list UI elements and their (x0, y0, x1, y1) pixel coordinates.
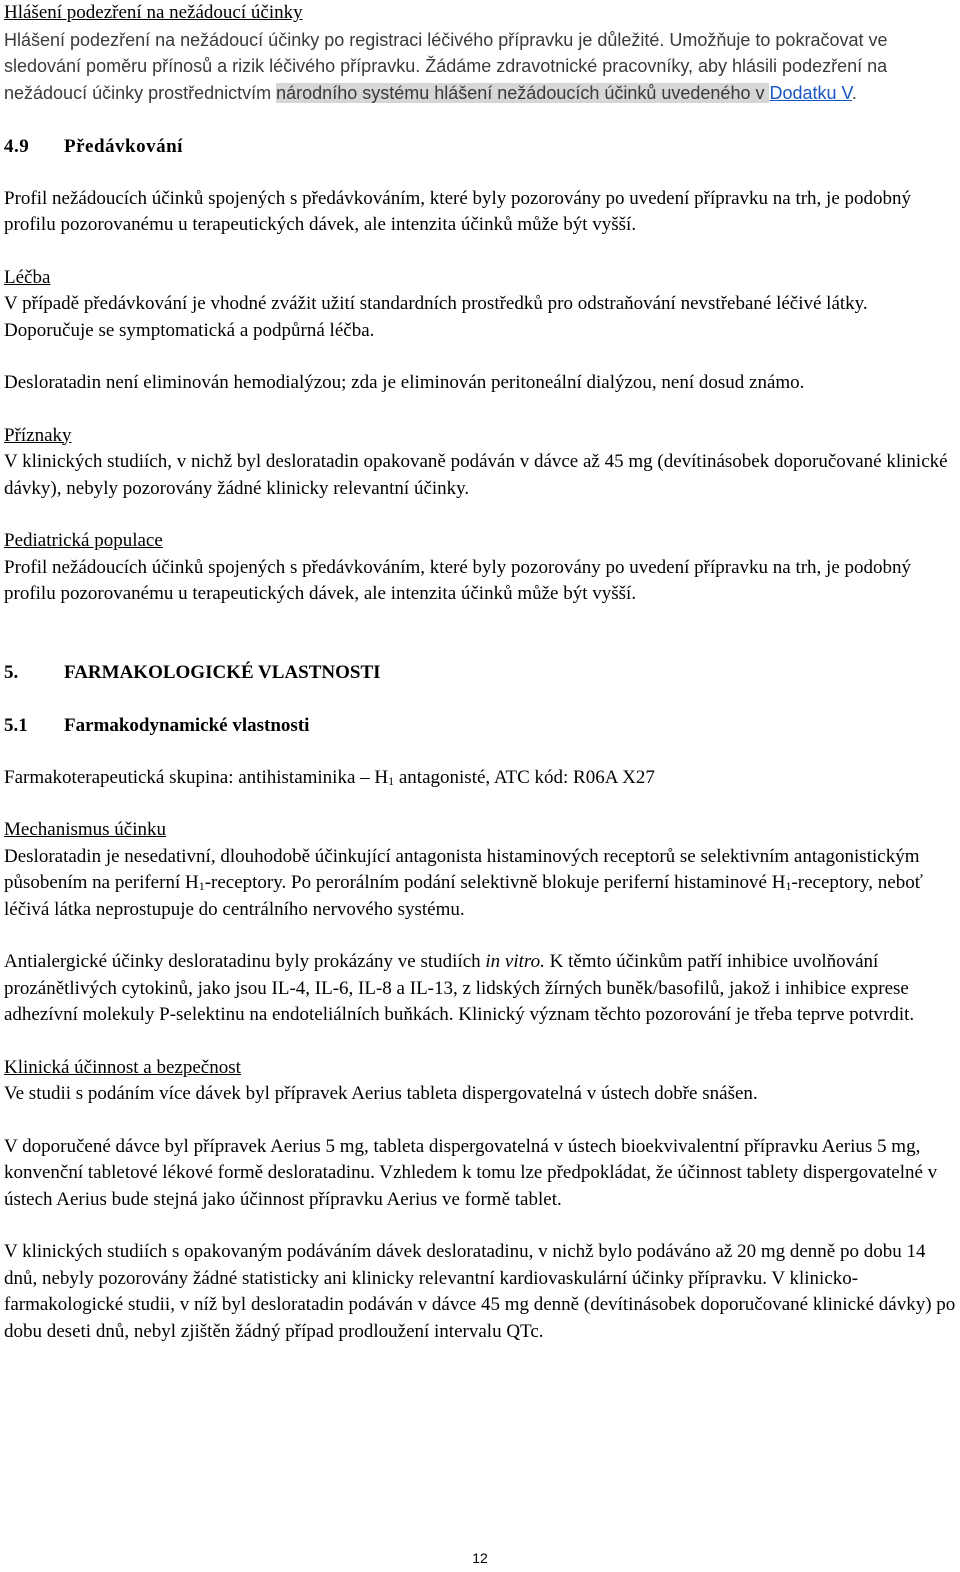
treatment-heading-text: Léčba (4, 266, 51, 288)
mechanism-subscript-2: 1 (785, 879, 792, 893)
mechanism-text-mid: -receptory. Po perorálním podání selektivně blokuje periferní histaminové H (204, 872, 786, 893)
overdose-intro: Profil nežádoucích účinků spojených s předávkováním, které byly pozorovány po uvedení přípravku na trh, je podobný profilu pozorovanému u terapeutických dávek, ale intenzita účinků může být vyšší. (4, 187, 912, 235)
section-4-9-heading (4, 134, 956, 161)
mechanism-text (4, 844, 956, 924)
treatment-heading (4, 265, 956, 292)
appendix-v-link[interactable]: Dodatku V (769, 82, 852, 103)
mechanism-text-pre: Desloratadin je nesedativní, dlouhodobě účinkující antagonista histaminových receptorů se selektivním antagonistickým působením na periferní H (4, 845, 920, 893)
section-5-1-number: 5.1 (4, 715, 28, 736)
treatment-text: V případě předávkování je vhodné zvážit užití standardních prostředků pro odstraňování nevstřebané léčivé látky. Doporučuje se symptomatická a podpůrná léčba. (4, 293, 868, 341)
antiallergic-text-pre: Antialergické účinky desloratadinu byly prokázány ve studiích (4, 951, 486, 972)
section-4-9-title: Předávkování (64, 136, 183, 157)
group-subscript: 1 (388, 773, 395, 788)
antiallergic-text-italic: in vitro. (485, 951, 545, 972)
section-5-1-heading (4, 713, 956, 740)
bioequivalence-text: V doporučené dávce byl přípravek Aerius 5 mg, tableta dispergovatelná v ústech bioekvivalentní přípravku Aerius 5 mg, konvenční tabletové lékové formě desloratadinu. Vzhledem k tomu lze předpokládat, že účinnost tablety dispergovatelné v ústech Aerius bude stejná jako účinnost přípravku Aerius ve formě tablet. (4, 1135, 938, 1210)
pharmacotherapeutic-group (4, 765, 956, 792)
reporting-paragraph (4, 27, 956, 107)
section-5-1-title: Farmakodynamické vlastnosti (64, 715, 310, 736)
antiallergic-text (4, 949, 956, 1029)
reporting-heading-text: Hlášení podezření na nežádoucí účinky (4, 2, 303, 23)
mechanism-text-post: -receptory, neboť léčivá látka neprostupuje do centrálního nervového systému. (4, 872, 923, 920)
document-page (4, 0, 956, 1345)
pediatric-text: Profil nežádoucích účinků spojených s předávkováním, které byly pozorovány po uvedení přípravku na trh, je podobný profilu pozorovanému u terapeutických dávek, ale intenzita účinků může být vyšší. (4, 556, 912, 604)
reporting-text-end: . (851, 82, 857, 103)
symptoms-text: V klinických studiích, v nichž byl desloratadin opakovaně podáván v dávce až 45 mg (devítinásobek doporučované klinické dávky), nebyly pozorovány žádné klinicky relevantní účinky. (4, 451, 948, 499)
pediatric-heading (4, 528, 956, 555)
reporting-text-1: Hlášení podezření na nežádoucí účinky po registraci léčivého přípravku je důležité. Umožňuje to pokračovat ve sledování poměru přínosů a rizik léčivého přípravku. (4, 29, 888, 76)
section-5-heading (4, 660, 956, 687)
efficacy-heading-text: Klinická účinnost a bezpečnost (4, 1056, 241, 1078)
reporting-text-2: Žádáme zdravotnické pracovníky, aby hlásili podezření na nežádoucí účinky prostřednictvím (4, 56, 888, 103)
mechanism-subscript-1: 1 (198, 879, 205, 893)
group-text-post: antagonisté, ATC kód: R06A X27 (394, 766, 655, 788)
efficacy-heading (4, 1055, 956, 1082)
reporting-highlight: národního systému hlášení nežádoucích účinků uvedeného v (276, 82, 770, 103)
group-text-pre: Farmakoterapeutická skupina: antihistaminika – H (4, 766, 389, 788)
efficacy-text: Ve studii s podáním více dávek byl přípravek Aerius tableta dispergovatelná v ústech dobře snášen. (4, 1083, 758, 1104)
dialysis-text: Desloratadin není eliminován hemodialýzou; zda je eliminován peritoneální dialýzou, není dosud známo. (4, 372, 805, 393)
section-5-title: FARMAKOLOGICKÉ VLASTNOSTI (64, 661, 381, 683)
cardiovascular-text: V klinických studiích s opakovaným podáváním dávek desloratadinu, v nichž bylo podáváno až 20 mg denně po dobu 14 dnů, nebyly pozorovány žádné statisticky ani klinicky relevantní kardiovaskulární účinky přípravku. V klinicko-farmakologické studii, v níž byl desloratadin podáván v dávce 45 mg denně (devítinásobek doporučované klinické dávky) po dobu deseti dnů, nebyl zjištěn žádný případ prodloužení intervalu QTc. (4, 1241, 956, 1342)
page-number: 12 (472, 1550, 488, 1566)
mechanism-heading (4, 817, 956, 844)
reporting-heading (4, 0, 956, 27)
mechanism-heading-text: Mechanismus účinku (4, 819, 167, 840)
pediatric-heading-text: Pediatrická populace (4, 530, 163, 551)
section-5-number: 5. (4, 661, 19, 683)
symptoms-heading (4, 423, 956, 450)
symptoms-heading-text: Příznaky (4, 424, 72, 446)
section-4-9-number: 4.9 (4, 136, 30, 157)
antiallergic-text-post: K těmto účinkům patří inhibice uvolňování prozánětlivých cytokinů, jako jsou IL-4, IL-6, IL-8 a IL-13, z lidských žírných buněk/basofilů, jakož i inhibice exprese adhezívní molekuly P-selektinu na endoteliálních buňkách. Klinický význam těchto pozorování je třeba teprve potvrdit. (4, 951, 915, 1025)
